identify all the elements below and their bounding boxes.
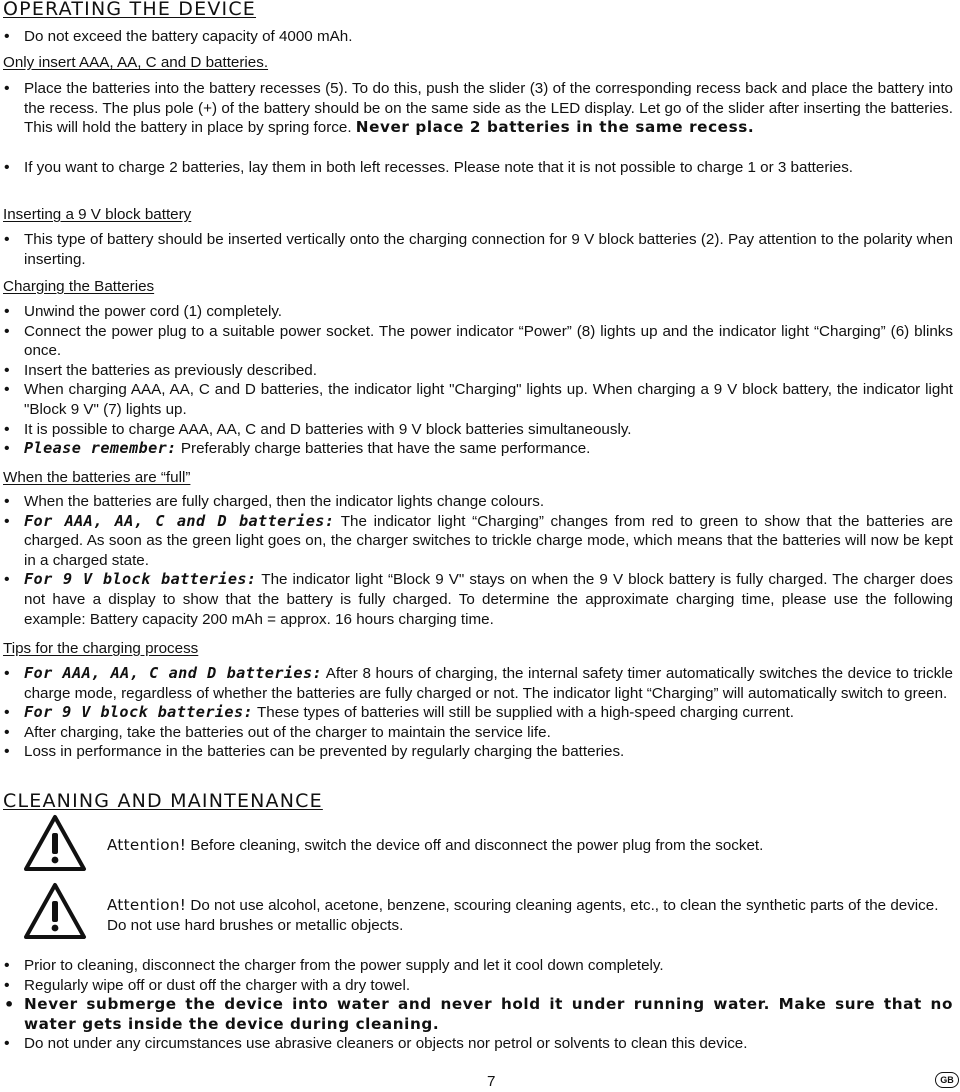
list-item: • Insert the batteries as previously described.: [3, 361, 953, 381]
list-item: • For 9 V block batteries: These types of batteries will still be supplied with a high-speed charging current.: [3, 703, 953, 723]
list-item: • Unwind the power cord (1) completely.: [3, 302, 953, 322]
cleaning-list: [3, 956, 953, 1054]
bullet-item: • If you want to charge 2 batteries, lay them in both left recesses. Please note that it is not possible to charge 1 or 3 batteries.: [3, 158, 953, 178]
list-item: • Prior to cleaning, disconnect the charger from the power supply and let it cool down completely.: [3, 956, 953, 976]
list-item: • When the batteries are fully charged, then the indicator lights change colours.: [3, 492, 953, 512]
tips-list: [3, 664, 953, 762]
language-badge: GB: [935, 1072, 959, 1088]
bullet-item: • This type of battery should be inserted vertically onto the charging connection for 9 V block batteries (2). Pay attention to the polarity when inserting.: [3, 230, 953, 269]
list-item: • Please remember: Preferably charge batteries that have the same performance.: [3, 439, 953, 459]
section-title-operating: OPERATING THE DEVICE: [3, 0, 257, 20]
list-item: • For 9 V block batteries: The indicator light “Block 9 V" stays on when the 9 V block battery is fully charged. The charger does not have a display to show that the battery is fully charged. To determine the approximate charging time, please use the following example: Battery capacity 200 mAh = approx. 16 hours charging time.: [3, 570, 953, 629]
list-item: • Do not under any circumstances use abrasive cleaners or objects nor petrol or solvents to clean this device.: [3, 1034, 953, 1054]
charging-list: [3, 302, 953, 459]
list-item: • Regularly wipe off or dust off the charger with a dry towel.: [3, 976, 953, 996]
section-title-cleaning: CLEANING AND MAINTENANCE: [3, 790, 323, 812]
warning-triangle-icon: [23, 814, 87, 872]
list-item: • For AAA, AA, C and D batteries: The indicator light “Charging” changes from red to green to show that the batteries are charged. As soon as the green light goes on, the charger switches to trickle charge mode, which means that the batteries will now be kept in a charged state.: [3, 512, 953, 571]
warning-text: Never place 2 batteries in the same recess.: [355, 118, 755, 137]
note-only-insert: Only insert AAA, AA, C and D batteries.: [3, 54, 269, 71]
subheading-9v: Inserting a 9 V block battery: [3, 206, 192, 223]
subheading-tips: Tips for the charging process: [3, 640, 199, 657]
subheading-full: When the batteries are “full”: [3, 469, 191, 486]
list-item: • After charging, take the batteries out of the charger to maintain the service life.: [3, 723, 953, 743]
list-item: • Never submerge the device into water and never hold it under running water. Make sure that no water gets inside the device during cleaning.: [3, 995, 953, 1034]
list-item: • For AAA, AA, C and D batteries: After 8 hours of charging, the internal safety timer automatically switches the device to trickle charge mode, regardless of whether the batteries are fully charged or not. The indicator light “Charging” will automatically switch to green.: [3, 664, 953, 703]
full-list: [3, 492, 953, 629]
list-item: • When charging AAA, AA, C and D batteries, the indicator light "Charging" lights up. When charging a 9 V block battery, the indicator light "Block 9 V" (7) lights up.: [3, 380, 953, 419]
page-number: 7: [487, 1073, 496, 1090]
warning-triangle-icon: [23, 882, 87, 940]
list-item: • Loss in performance in the batteries can be prevented by regularly charging the batteries.: [3, 742, 953, 762]
bullet-item: • Place the batteries into the battery recesses (5). To do this, push the slider (3) of the corresponding recess back and place the battery into the recess. The plus pole (+) of the battery should be on the same side as the LED display. Let go of the slider after inserting the batteries. This will hold the battery in place by spring force. Never place 2 batteries in the same recess.: [3, 79, 953, 138]
bullet-item: • Do not exceed the battery capacity of 4000 mAh.: [3, 27, 953, 47]
subheading-charging: Charging the Batteries: [3, 278, 155, 295]
list-item: • Connect the power plug to a suitable power socket. The power indicator “Power” (8) lights up and the indicator light “Charging” (6) blinks once.: [3, 322, 953, 361]
list-item: • It is possible to charge AAA, AA, C and D batteries with 9 V block batteries simultaneously.: [3, 420, 953, 440]
